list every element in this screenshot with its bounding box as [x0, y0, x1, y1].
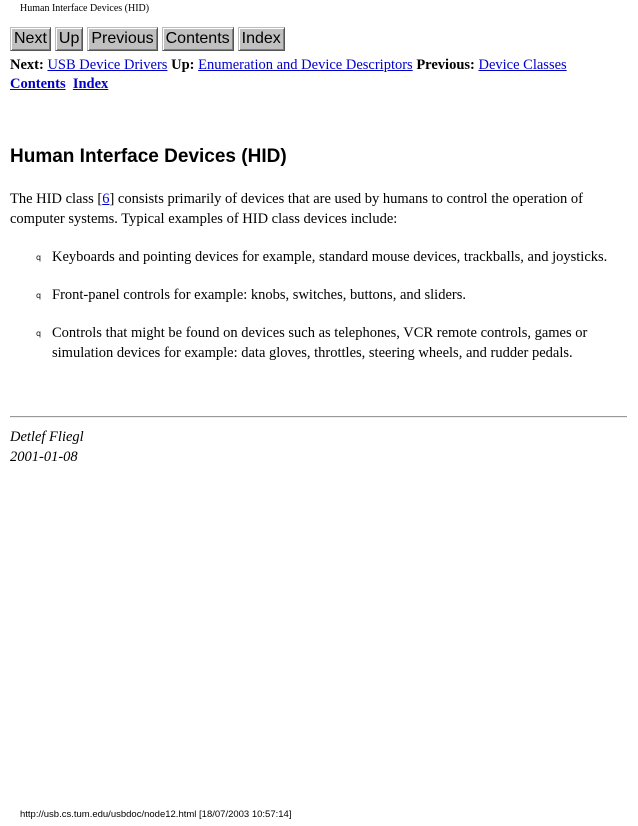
list-item: [36, 323, 616, 363]
bullet-icon: q: [36, 291, 42, 300]
intro-text-start: The HID class [: [10, 191, 103, 207]
intro-text-end: ] consists primarily of devices that are used by humans to control the operation of computer systems. Typical examples of HID class devices include:: [10, 191, 584, 227]
up-label: Up:: [171, 57, 195, 73]
previous-button[interactable]: Previous: [87, 27, 157, 51]
publish-date: 2001-01-08: [10, 449, 78, 465]
next-button[interactable]: Next: [10, 27, 51, 51]
up-button[interactable]: Up: [55, 27, 83, 51]
author-name: Detlef Fliegl: [10, 429, 84, 445]
bullet-icon: q: [36, 253, 42, 262]
nav-button-bar: [10, 27, 285, 51]
index-link[interactable]: Index: [72, 76, 109, 92]
print-header: Human Interface Devices (HID): [20, 3, 150, 14]
contents-button[interactable]: Contents: [162, 27, 234, 51]
list-item: [36, 285, 616, 305]
list-item-text: Keyboards and pointing devices for example, standard mouse devices, trackballs, and joysticks.: [52, 249, 608, 265]
citation-link[interactable]: 6: [102, 191, 110, 207]
list-item-text: Front-panel controls for example: knobs, switches, buttons, and sliders.: [52, 287, 466, 303]
bullet-icon: q: [36, 329, 42, 338]
up-link[interactable]: Enumeration and Device Descriptors: [198, 57, 413, 73]
next-label: Next:: [10, 57, 44, 73]
list-item: [36, 247, 616, 267]
author-block: [10, 427, 84, 467]
index-button[interactable]: Index: [238, 27, 285, 51]
list-item-text: Controls that might be found on devices such as telephones, VCR remote controls, games or simulation devices for example: data gloves, throttles, steering wheels, and rudder pedals.: [52, 325, 588, 361]
horizontal-divider: [10, 416, 627, 418]
next-link[interactable]: USB Device Drivers: [47, 57, 168, 73]
navigation-links: [10, 56, 620, 94]
contents-link[interactable]: Contents: [10, 76, 66, 92]
previous-link[interactable]: Device Classes: [478, 57, 567, 73]
print-footer: http://usb.cs.tum.edu/usbdoc/node12.html [18/07/2003 10:57:14]: [20, 809, 292, 820]
intro-paragraph: [10, 189, 610, 229]
hid-examples-list: [36, 247, 616, 381]
page-title: Human Interface Devices (HID): [10, 146, 287, 167]
previous-label: Previous:: [416, 57, 475, 73]
